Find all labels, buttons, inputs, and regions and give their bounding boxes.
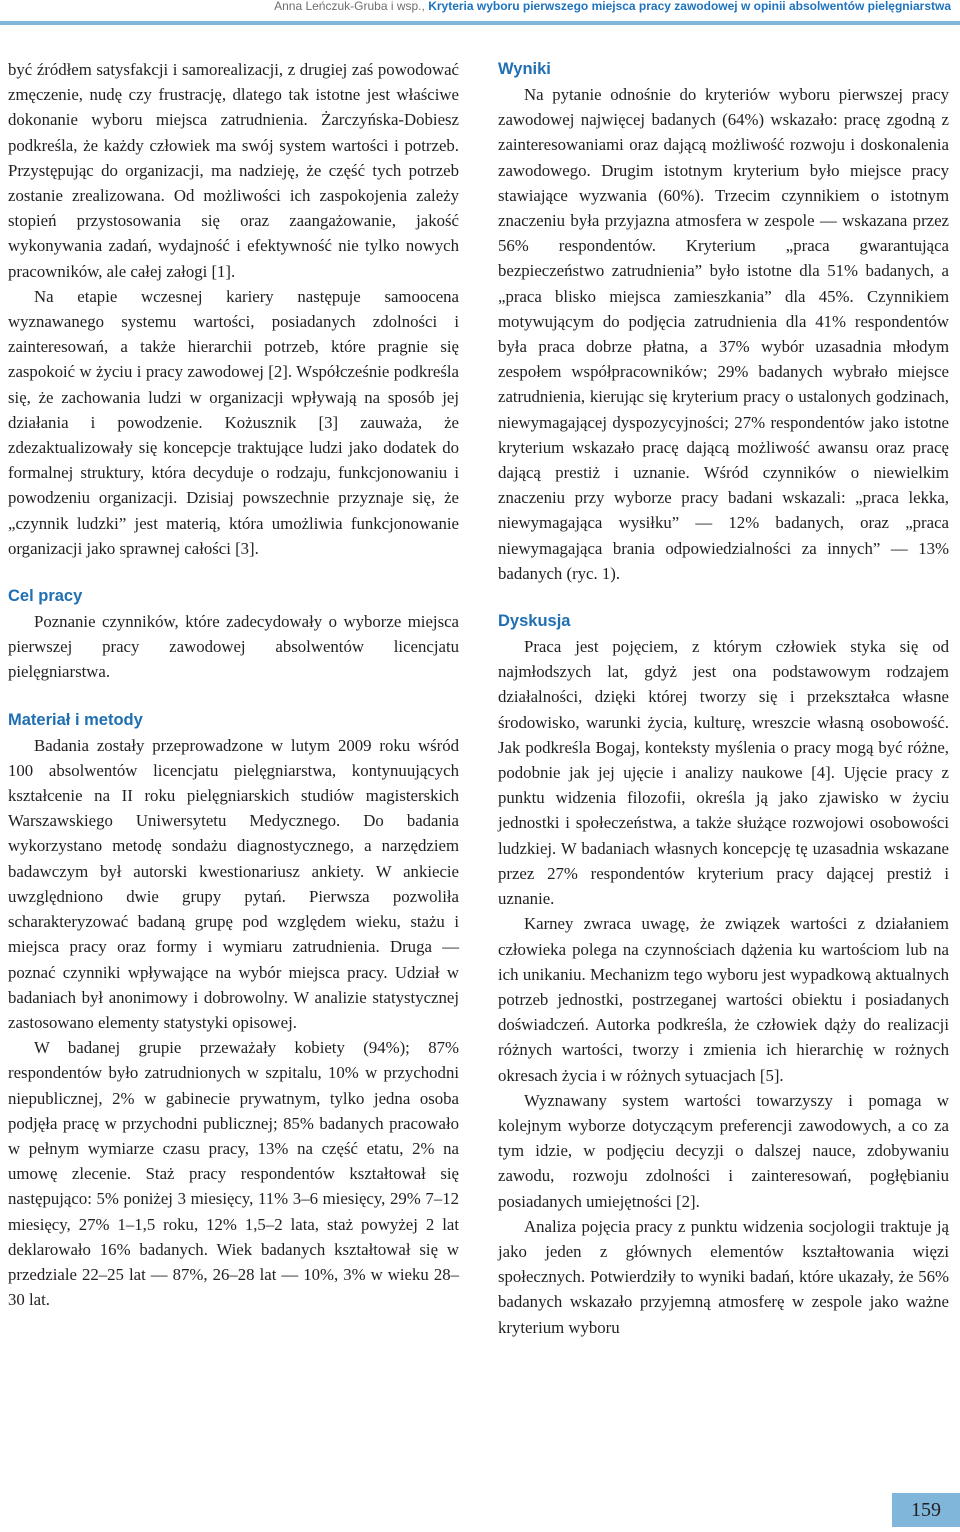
section-gap xyxy=(498,586,949,609)
left-column xyxy=(8,57,459,1312)
intro-paragraph-2: Na etapie wczesnej kariery następuje samoocena wyznawanego systemu wartości, posiadanych zdolności i zainteresowań, a także hierarchii potrzeb, które pragnie się zaspokoić w życiu i pracy zawodowej [2]. Współcześnie podkreśla się, że zachowania ludzi w organizacji wpływają na sposób jej działania i powodzenie. Kożusznik [3] zauważa, że zdezaktualizowały się koncepcje traktujące ludzi jako dodatek do formalnej struktury, która decyduje o rodzaju, funkcjonowaniu i powodzeniu organizacji. Dzisiaj powszechnie przyznaje się, że „czynnik ludzki” jest materią, która umożliwia funkcjonowanie organizacji jako sprawnej całości [3]. xyxy=(8,286,459,558)
discussion-paragraph-1: Praca jest pojęciem, z którym człowiek styka się od najmłodszych lat, gdyż jest ona podstawowym rodzajem działalności, dzięki której tworzy się i przekształca własne środowisko, warunki życia, kulturę, wreszcie własną osobowość. Jak podkreśla Bogaj, konteksty myślenia o pracy mogą być różne, podobnie jak jej ujęcie i analizy naukowe [4]. Ujęcie pracy z punktu widzenia filozofii, określa ją jako zjawisko w życiu jednostki i społeczeństwa, a także służące rozwojowi osobowości ludzkiej. W badaniach własnych koncepcję tę uzasadnia wskazane przez 27% respondentów kryterium pracy dającej prestiż i uznanie. xyxy=(498,637,949,909)
header-article-title: Kryteria wyboru pierwszego miejsca pracy zawodowej w opinii absolwentów pielęgniarstwa xyxy=(428,0,951,13)
methods-paragraph-1: Badania zostały przeprowadzone w lutym 2009 roku wśród 100 absolwentów licencjatu pielęgniarstwa, kontynuujących kształcenie na II roku pielęgniarskich studiów magisterskich Warszawskiego Uniwersytetu Medycznego. Do badania wykorzystano metodę sondażu diagnostycznego, a narzędziem badawczym był autorski kwestionariusz ankiety. W ankiecie uwzględniono dwie grupy pytań. Pierwsza pozwoliła scharakteryzować badaną grupę pod względem wieku, stażu i miejsca pracy oraz formy i wymiaru zatrudnienia. Druga — poznać czynniki wpływające na wybór miejsca pracy. Udział w badaniach był anonimowy i dobrowolny. W analizie statystycznej zastosowano elementy statystyki opisowej. xyxy=(8,735,459,1032)
methods-paragraph-2: W badanej grupie przeważały kobiety (94%); 87% respondentów było zatrudnionych w szpitalu, 10% w przychodni niepublicznej, 2% w gabinecie prywatnym, tylko jedna osoba podjęła pracę w przychodni publicznej; 85% badanych pracowało w pełnym wymiarze czasu pracy, 13% na część etatu, 2% na umowę zlecenie. Staż pracy respondentów kształtował się następująco: 5% poniżej 3 miesięcy, 11% 3–6 miesięcy, 29% 7–12 miesięcy, 27% 1–1,5 roku, 12% 1,5–2 lata, staż powyżej 2 lat deklarowało 16% badanych. Wiek badanych kształtował się w przedziale 22–25 lat — 87%, 26–28 lat — 10%, 3% w wieku 28–30 lat. xyxy=(8,1038,459,1310)
results-heading: Wyniki xyxy=(498,60,551,78)
aim-paragraph: Poznanie czynników, które zadecydowały o wyborze miejsca pierwszej pracy zawodowej absolwentów licencjatu pielęgniarstwa. xyxy=(8,612,459,682)
section-gap xyxy=(8,561,459,584)
methods-heading: Materiał i metody xyxy=(8,710,143,729)
discussion-paragraph-2: Karney zwraca uwagę, że związek wartości z działaniem człowieka polega na czynnościach dążenia ku wartościom lub na ich unikaniu. Mechanizm tego wyboru jest wypadkową aktualnych potrzeb jednostki, postrzeganej wartości obiektu i posiadanych doświadczeń. Autorka podkreśla, że człowiek dąży do realizacji różnych wartości, tworzy i zmienia ich hierarchię w rożnych okresach życia i w różnych sytuacjach [5]. xyxy=(498,914,949,1085)
discussion-paragraph-4: Analiza pojęcia pracy z punktu widzenia socjologii traktuje ją jako jeden z głównych elementów kształtowania więzi społecznych. Potwierdziły to wyniki badań, które ukazały, że 56% badanych wskazało przyjemną atmosferę w zespole jako ważne kryterium wyboru xyxy=(498,1216,949,1337)
running-header xyxy=(9,0,951,14)
aim-heading: Cel pracy xyxy=(8,587,83,606)
page-number: 159 xyxy=(892,1493,960,1527)
discussion-heading: Dyskusja xyxy=(498,612,571,631)
discussion-paragraph-3: Wyznawany system wartości towarzyszy i pomaga w kolejnym wyborze dotyczącym preferencji zawodowych, a co za tym idzie, w podjęciu decyzji o dalszej nauce, zdobywaniu zawodu, rozwoju zdolności i zainteresowań, pogłębianiu posiadanych umiejętności [2]. xyxy=(498,1090,949,1211)
header-authors: Anna Leńczuk-Gruba i wsp., xyxy=(274,0,425,13)
results-paragraph: Na pytanie odnośnie do kryteriów wyboru pierwszej pracy zawodowej najwięcej badanych (64%) wskazało: pracę zgodną z zainteresowaniami oraz dającą możliwość rozwoju i doskonalenia zawodowego. Drugim istotnym kryterium było miejsce pracy stawiające wyzwania (60%). Trzecim czynnikiem o istotnym znaczeniu była przyjazna atmosfera w zespole — wskazana przez 56% respondentów. Kryterium „praca gwarantująca bezpieczeństwo zatrudnienia” było istotne dla 51% badanych, a „praca blisko miejsca zamieszkania” dla 45%. Czynnikiem motywującym do podjęcia zatrudnienia dla 41% respondentów była praca dobrze płatna, a 37% wybór uzasadnia młodym zespołem współpracowników; 29% badanych wybrało miejsce zatrudnienia, kierując się kryterium pracy o ustalonych godzinach, niewymagającej dyspozycyjności; 27% respondentów jako istotne kryterium wskazało pracę dającą możliwość awansu oraz pracę dającą prestiż i uznanie. Wśród czynników o niewielkim znaczeniu przy wyborze pracy badani wskazali: „praca lekka, niewymagająca wysiłku” — 12% badanych, oraz „praca niewymagająca brania odpowiedzialności za innych” — 13% badanych (ryc. 1). xyxy=(498,85,949,583)
right-column xyxy=(498,57,949,1340)
section-gap xyxy=(8,685,459,708)
intro-paragraph-1: być źródłem satysfakcji i samorealizacji, z drugiej zaś powodować zmęczenie, nudę czy frustrację, dlatego tak istotne jest właściwe dokonanie wyboru miejsca zatrudnienia. Żarczyńska-Dobiesz podkreśla, że każdy człowiek ma swój system wartości i potrzeb. Przystępując do organizacji, ma nadzieję, że część tych potrzeb zostanie zrealizowana. Od możliwości ich zaspokojenia zależy stopień przystosowania się oraz zaangażowanie, jakość wykonywania zadań, wydajność i efektywność nie tylko nowych pracowników, ale całej załogi [1]. xyxy=(8,60,459,281)
header-rule xyxy=(0,21,960,25)
